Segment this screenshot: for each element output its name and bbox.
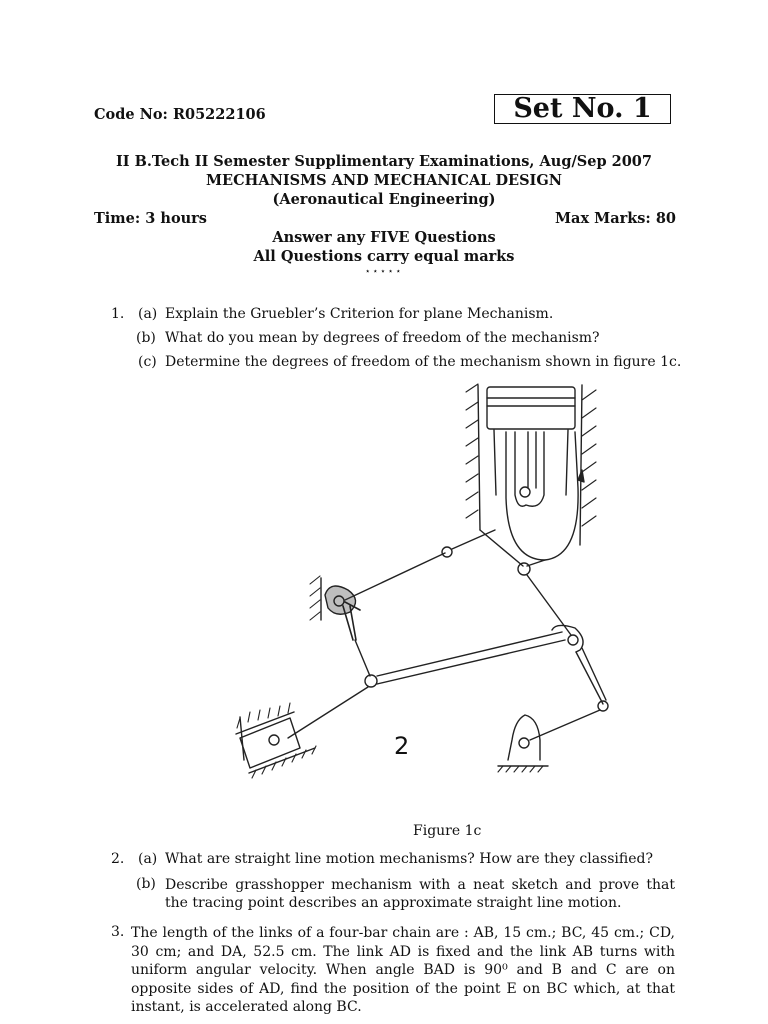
instruction-answer: Answer any FIVE Questions (272, 229, 496, 246)
right-ground-pivot (498, 710, 600, 772)
exam-title: II B.Tech II Semester Supplimentary Examinations, Aug/Sep 2007 (116, 153, 652, 170)
exam-time: Time: 3 hours (94, 210, 207, 227)
pin-joint-lower-left (365, 675, 377, 687)
separator-stars: ⋆⋆⋆⋆⋆ (364, 267, 404, 277)
left-slider (236, 703, 316, 778)
q1c-label: (c) (138, 354, 157, 370)
q1a-text: Explain the Gruebler’s Criterion for plane Mechanism. (165, 306, 554, 322)
right-bell-crank (552, 625, 608, 711)
q1b-label: (b) (136, 330, 156, 346)
subject-title: MECHANISMS AND MECHANICAL DESIGN (206, 172, 562, 189)
figure-link-label: 2 (394, 732, 410, 760)
exam-code: Code No: R05222106 (94, 106, 266, 123)
q2-number: 2. (111, 851, 125, 867)
pin-joint-mid (442, 547, 452, 557)
q1c-text: Determine the degrees of freedom of the mechanism shown in figure 1c. (165, 354, 682, 370)
pivot-joint-upper (518, 563, 530, 575)
left-fixed-pivot (310, 576, 360, 640)
piston (487, 387, 575, 495)
piston-pin (520, 487, 530, 497)
instruction-marks: All Questions carry equal marks (253, 248, 515, 265)
u-link (506, 432, 584, 560)
q1-number: 1. (111, 306, 125, 322)
q2a-text: What are straight line motion mechanisms? How are they classified? (165, 851, 653, 867)
q2a-label: (a) (138, 851, 158, 867)
q2b-text: Describe grasshopper mechanism with a neat sketch and prove that the tracing point describes an approximate straight line motion. (165, 877, 675, 911)
q2b-label: (b) (136, 876, 156, 892)
q1b-text: What do you mean by degrees of freedom of the mechanism? (165, 330, 600, 346)
q3-number: 3. (111, 924, 125, 940)
figure-caption: Figure 1c (413, 823, 482, 839)
q3-text: The length of the links of a four-bar chain are : AB, 15 cm.; BC, 45 cm.; CD, 30 cm; and DA, 52.5 cm. The link AD is fixed and the link AB turns with uniform angular velocity. When angle BAD is 90⁰ and B and C are on opposite sides of AD, find the position of the point E on BC which, at that instant, is accelerated along BC. (131, 925, 675, 1015)
max-marks: Max Marks: 80 (555, 210, 677, 227)
set-number-box: Set No. 1 (494, 94, 671, 124)
branch-title: (Aeronautical Engineering) (272, 191, 496, 208)
q1a-label: (a) (138, 306, 158, 322)
